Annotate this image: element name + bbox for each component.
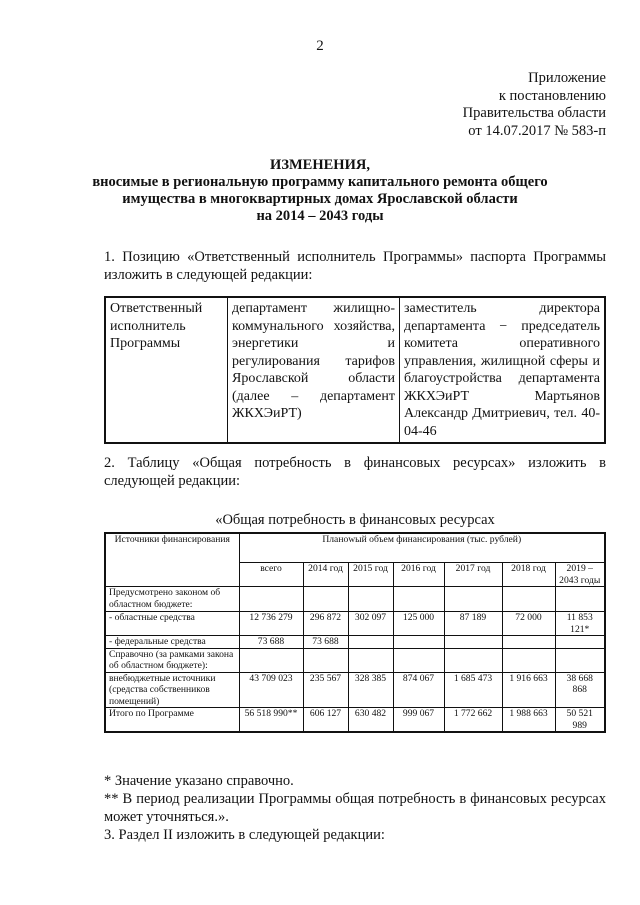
- header-year: 2014 год: [303, 563, 348, 587]
- row-label: - областные средства: [105, 612, 239, 636]
- table-cell: департамент жилищно-коммунального хозяйства, энергетики и регулирования тарифов Ярославской области (далее – департамент ЖКХЭиРТ): [228, 297, 400, 443]
- item-2-paragraph: 2. Таблицу «Общая потребность в финансовых ресурсах» изложить в следующей редакции:: [104, 455, 606, 489]
- header-year: 2015 год: [348, 563, 393, 587]
- appendix-line-4: от 14.07.2017 № 583-п: [468, 122, 606, 139]
- table-cell: 302 097: [348, 612, 393, 636]
- header-plan: Планowый объем финансирования (тыс. рублей): [239, 533, 605, 563]
- table-cell: 38 668 868: [555, 672, 605, 708]
- table-cell: [303, 648, 348, 672]
- page-number: 2: [316, 38, 324, 54]
- table-cell: 72 000: [502, 612, 555, 636]
- table-cell: 606 127: [303, 708, 348, 733]
- row-label: Предусмотрено законом об областном бюджете:: [105, 587, 239, 612]
- table-row: [105, 587, 605, 612]
- table-cell: 56 518 990**: [239, 708, 303, 733]
- appendix-line-3: Правительства области: [462, 105, 606, 121]
- footnote-2: ** В период реализации Программы общая потребность в финансовых ресурсах может уточняться.».: [104, 791, 606, 825]
- table-cell: 1 772 662: [444, 708, 502, 733]
- table-cell: [393, 636, 444, 649]
- table-cell: 73 688: [239, 636, 303, 649]
- row-label: внебюджетные источники (средства собственников помещений): [105, 672, 239, 708]
- table-cell: 125 000: [393, 612, 444, 636]
- table-cell: [555, 636, 605, 649]
- responsible-executor-table: [104, 296, 606, 444]
- table-cell: [502, 648, 555, 672]
- table-cell: 50 521 989: [555, 708, 605, 733]
- item-1-paragraph: 1. Позицию «Ответственный исполнитель Программы» паспорта Программы изложить в следующей редакции:: [104, 249, 606, 283]
- header-year: 2018 год: [502, 563, 555, 587]
- table-cell: [444, 636, 502, 649]
- table-cell: Ответственный исполнитель Программы: [105, 297, 228, 443]
- title-line-2: вносимые в региональную программу капитального ремонта общего: [92, 174, 548, 190]
- appendix-block: [463, 70, 606, 140]
- title-line-1: ИЗМЕНЕНИЯ,: [270, 157, 370, 173]
- header-year: 2017 год: [444, 563, 502, 587]
- table-cell: [239, 648, 303, 672]
- table-cell: 328 385: [348, 672, 393, 708]
- appendix-line-2: к постановлению: [498, 87, 606, 104]
- table-row: [105, 636, 605, 649]
- row-label: Справочно (за рамками закона об областном бюджете):: [105, 648, 239, 672]
- table-cell: 73 688: [303, 636, 348, 649]
- financing-table: [104, 532, 606, 733]
- table-cell: [393, 648, 444, 672]
- table-cell: [348, 648, 393, 672]
- table-cell: [444, 648, 502, 672]
- table-cell: [239, 587, 303, 612]
- table-total-row: [105, 708, 605, 733]
- table-cell: [348, 636, 393, 649]
- table-cell: 1 988 663: [502, 708, 555, 733]
- table-cell: 1 685 473: [444, 672, 502, 708]
- table-cell: [555, 648, 605, 672]
- row-label: Итого по Программе: [105, 708, 239, 733]
- title-line-4: на 2014 – 2043 годы: [256, 208, 384, 224]
- document-title: [60, 157, 580, 225]
- table-cell: [393, 587, 444, 612]
- table-cell: [303, 587, 348, 612]
- title-line-3: имущества в многоквартирных домах Ярославской области: [122, 191, 518, 207]
- item-3-paragraph: 3. Раздел II изложить в следующей редакции:: [104, 827, 385, 843]
- header-year: 2016 год: [393, 563, 444, 587]
- notes-block: [104, 772, 606, 844]
- table-cell: [502, 587, 555, 612]
- table-row: [105, 297, 605, 443]
- table-cell: 87 189: [444, 612, 502, 636]
- table-cell: 1 916 663: [502, 672, 555, 708]
- table-row: [105, 648, 605, 672]
- table-cell: 235 567: [303, 672, 348, 708]
- header-source: Источники финансирования: [105, 533, 239, 587]
- table-cell: 12 736 279: [239, 612, 303, 636]
- table-row: [105, 612, 605, 636]
- table-cell: 11 853 121*: [555, 612, 605, 636]
- table-cell: [444, 587, 502, 612]
- appendix-line-1: Приложение: [528, 70, 606, 86]
- table-cell: 296 872: [303, 612, 348, 636]
- table-cell: [555, 587, 605, 612]
- table-header-row: [105, 533, 605, 563]
- table-cell: [502, 636, 555, 649]
- table-row: [105, 672, 605, 708]
- table-cell: 874 067: [393, 672, 444, 708]
- table-cell: 630 482: [348, 708, 393, 733]
- table-cell: заместитель директора департамента − председатель комитета оперативного управления, жилищной сферы и благоустройства департамента ЖКХЭиРТ Мартьянов Александр Дмитриевич, тел. 40-04-46: [400, 297, 606, 443]
- header-year: всего: [239, 563, 303, 587]
- footnote-1: * Значение указано справочно.: [104, 773, 294, 789]
- table-cell: [348, 587, 393, 612]
- table-cell: 43 709 023: [239, 672, 303, 708]
- row-label: - федеральные средства: [105, 636, 239, 649]
- header-year: 2019 – 2043 годы: [555, 563, 605, 587]
- table-caption: «Общая потребность в финансовых ресурсах: [215, 512, 495, 528]
- table-cell: 999 067: [393, 708, 444, 733]
